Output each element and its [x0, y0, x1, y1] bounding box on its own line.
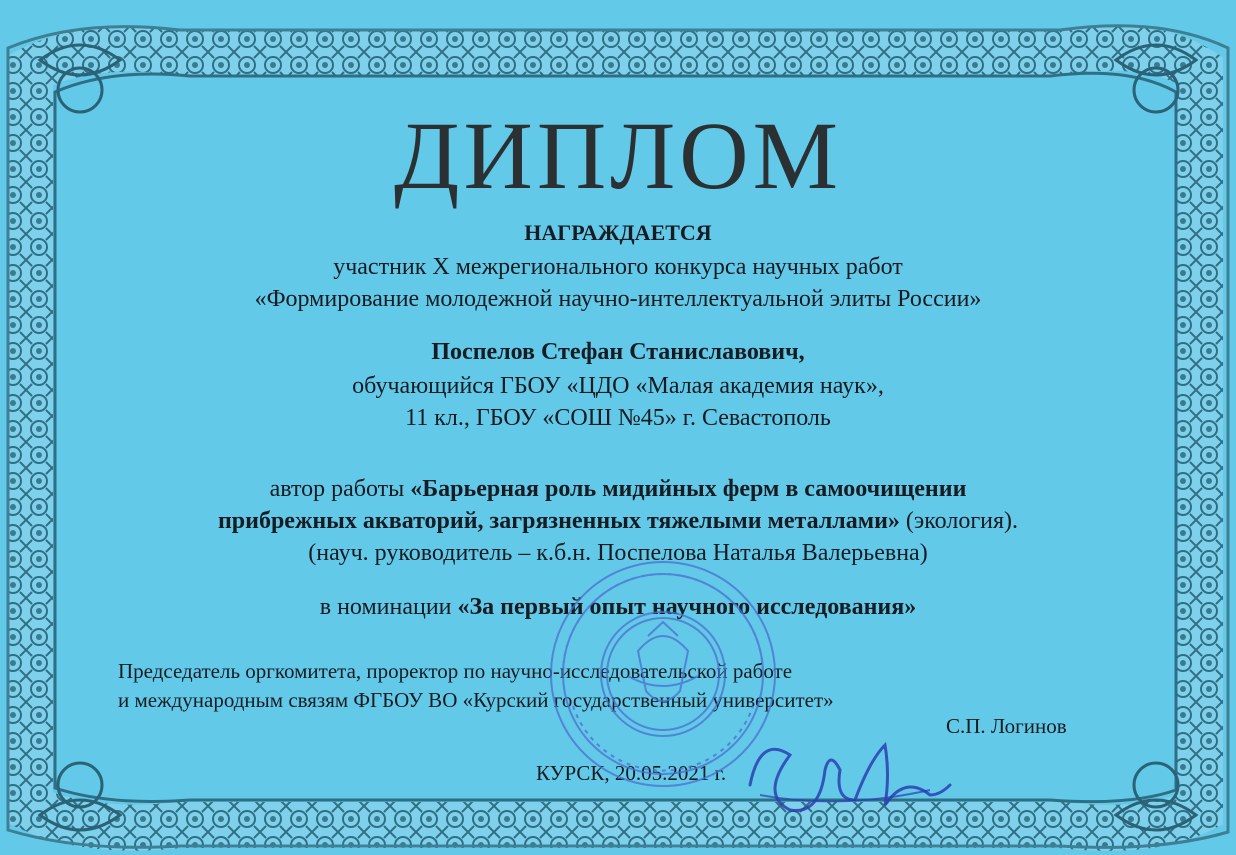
nomination-title: «За первый опыт научного исследования» [457, 594, 917, 620]
recipient-line-1: обучающийся ГБОУ «ЦДО «Малая академия наук», [352, 373, 884, 399]
work-line-2 [0, 509, 1236, 533]
recipient-line-2: 11 кл., ГБОУ «СОШ №45» г. Севастополь [405, 405, 831, 431]
supervisor-line: (науч. руководитель – к.б.н. Поспелова Наталья Валерьевна) [308, 540, 928, 566]
nomination-prefix: в номинации [319, 594, 458, 620]
contest-line-1: участник X межрегионального конкурса научных работ [333, 254, 903, 280]
chair-line-2: и международным связям ФГБОУ ВО «Курский государственный университет» [118, 688, 834, 712]
place-date: КУРСК, 20.05.2021 г. [536, 761, 727, 785]
chair-name: С.П. Логинов [946, 714, 1067, 738]
work-prefix: автор работы [269, 476, 411, 502]
awarded-label: НАГРАЖДАЕТСЯ [524, 220, 712, 245]
recipient-name: Поспелов Стефан Станиславович, [431, 339, 805, 365]
work-title-part-2: прибрежных акваторий, загрязненных тяжелыми металлами» [217, 508, 900, 534]
work-title-part-1: «Барьерная роль мидийных ферм в самоочищении [410, 476, 967, 502]
chair-line-1: Председатель оргкомитета, проректор по научно-исследовательской работе [118, 659, 793, 683]
contest-line-2: «Формирование молодежной научно-интеллектуальной элиты России» [254, 286, 982, 312]
signature [730, 715, 970, 825]
work-line-1 [0, 477, 1236, 501]
diploma-title: ДИПЛОМ [394, 102, 842, 209]
work-field: (экология). [899, 508, 1019, 534]
